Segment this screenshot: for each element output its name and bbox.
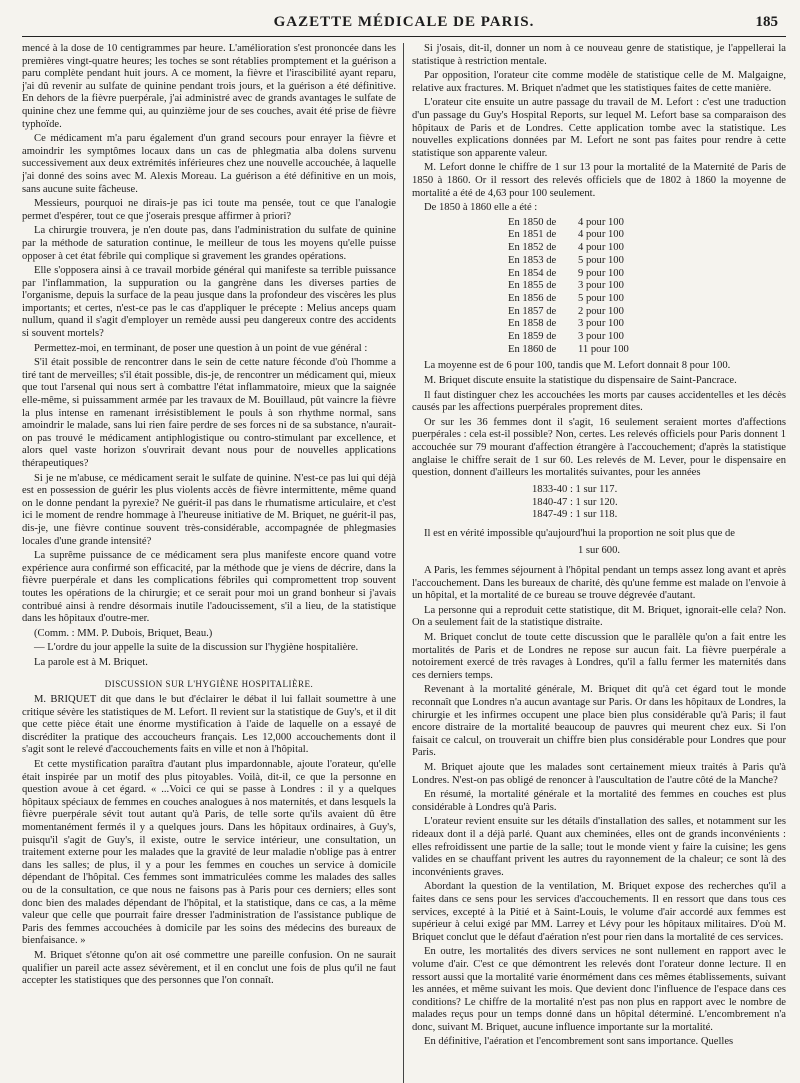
paragraph: Abordant la question de la ventilation, M. Briquet expose des recherches qu'il a faites dans ce sens pour les services d'accouchements. Il en ressort que dans tous ces services, excepté à la Pitié et à Saint-Louis, le volume d'air accordé aux femmes est supérieur à celui exigé par MM. Larrey et Lévy pour les hôpitaux militaires. D'où M. Briquet conclut que le défaut d'aération n'est pour rien dans la mortalité de ces services. [412,881,786,943]
paragraph: Messieurs, pourquoi ne dirais-je pas ici toute ma pensée, tout ce que l'analogie permet d'espérer, tout ce que j'oserais presque affirmer à priori? [22,198,396,222]
paragraph: Par opposition, l'orateur cite comme modèle de statistique celle de M. Malgaigne, relative aux fractures. M. Briquet n'admet que les statistiques faites de cette manière. [412,70,786,94]
paragraph: Si je ne m'abuse, ce médicament serait le sulfate de quinine. N'est-ce pas lui qui déjà est en possession de guérir les plus violents accès de fièvre intermittente, même quand on le donne pendant la pyrexie? Ne guérit-il pas dans le rhumatisme articulaire, et c'est ici le moment de rendre hommage à l'heureuse initiative de M. Briquet, ne guérit-il pas, dis-je, une fièvre continue souvent très-considérable, accompagnée de phlegmasies locales d'une grande intensité? [22,472,396,547]
paragraph: De 1850 à 1860 elle a été : [424,202,538,214]
paragraph: Ce médicament m'a paru également d'un grand secours pour enrayer la fièvre et amoindrir les symptômes locaux dans un cas de phlegmatia alba dolens survenu successivement aux deux extrémités inférieures chez une nouvelle accouchée, à laquelle j'ai donné des soins avec M. Alexis Moreau. La guérison a été définitive en un mois, sans aucune suite fâcheuse. [22,133,396,195]
mortality-table [508,217,786,357]
paragraph: En définitive, l'aération et l'encombrement sont sans importance. Quelles [424,1036,734,1048]
paragraph: M. Briquet conclut de toute cette discussion que le parallèle qu'on a fait entre les mortalités de Paris et de Londres ne repose sur aucun fait. La fièvre puerpérale a notoirement exercé de très ravages à Londres, qu'il a fallu fermer les maternités dans ces derniers temps. [412,632,786,681]
year-cell: En 1852 de [508,242,557,254]
paragraph: La personne qui a reproduit cette statistique, dit M. Briquet, ignorait-elle cela? Non. On a seulement fait de la statistique distraite. [412,604,786,629]
page-header [22,8,786,37]
paragraph: A Paris, les femmes séjournent à l'hôpital pendant un temps assez long avant et après l'accouchement. Dans les bureaux de charité, dès qu'une femme est malade on l'envoie à un hôpital, et la mortalité de ce bureau se trouve dégrevée d'autant. [412,565,786,602]
paragraph: — L'ordre du jour appelle la suite de la discussion sur l'hygiène hospitalière. [34,642,359,654]
year-cell: En 1857 de [508,305,557,317]
paragraph: M. Briquet ajoute que les malades sont certainement mieux traités à Paris qu'à Londres. N'est-on pas obligé de renoncer à l'auscultation de l'autre côté de la Manche? [412,762,786,786]
paragraph: Il faut distinguer chez les accouchées les morts par causes accidentelles et les décès causés par les affections puerpérales proprement dites. [412,389,786,414]
paragraph: En outre, les mortalités des divers services ne sont nullement en rapport avec le volume d'air. C'est ce que démontrent les relevés dont l'orateur donne lecture. Il en ressort aussi que la mortalité varie énormément dans ces mêmes établissements, suivant les années, et même suivant les mois. Que devient donc l'influence de l'espace dans ces conditions? Le chiffre de la mortalité n'est pas non plus en rapport avec le nombre de malades reçus pour un temps donné dans un hôpital déterminé. L'encombrement n'a donc, suivant M. Briquet, aucune influence importante sur la mortalité. [412,946,786,1033]
year-cell: En 1851 de [508,229,557,241]
ratio-line: 1847-49 : 1 sur 118. [532,509,618,521]
paragraph: M. Briquet s'étonne qu'on ait osé commettre une pareille confusion. On ne saurait qualifier un pareil acte assez sévèrement, et il en conclut une fois de plus qu'il ne faut accepter les statistiques que des personnes que l'on connaît. [22,949,396,987]
article-columns [22,43,786,1083]
table-row [508,217,786,230]
paragraph: Et cette mystification paraîtra d'autant plus impardonnable, ajoute l'orateur, qu'elle était inspirée par un motif des plus pitoyables. Voilà, dit-il, ce que la personne en question avoue à cet égard. « ...Voici ce qui se passe à Londres : il y a quelques hôpitaux spéciaux de femmes en couches analogues à nos maternités, et dans lesquels la fièvre puerpérale sévit tout autant qu'à Paris, de telle sorte qu'ils avaient dû être momentanément fermés il y a quelques jours. Dans les hôpitaux ordinaires, à Guy's, puisqu'il s'agit de Guy's, il existe, outre le service intérieur, une consultation, un traitement externe pour les malades que la gravité de leur maladie n'oblige pas à entrer dans les salles; de plus, il y a pour les femmes en couches un service à domicile dépendant de l'hôpital. Ces femmes sont immatriculées comme les malades des salles ou de la consultation, ce que nous ne faisons pas à Paris pour ces derniers; elles sont donc bien des malades dépendant de l'hôpital, et la statistique, dans ce cas, a la même valeur que celle que pourrait faire dresser l'administration de l'assistance publique de Paris des femmes accouchées à domicile par les soins des médecins des bureaux de bienfaisance. » [22,759,396,947]
paragraph: La suprême puissance de ce médicament sera plus manifeste encore quand votre expérience aura confirmé son efficacité, par la méthode que je viens de décrire, dans la fièvre puerpérale et dans les complications fébriles qui compromettent trop souvent toutes les opérations de la chirurgie; et ce serait pour moi un grand bonheur si j'avais contribué ainsi à rendre désormais inutile l'adoucissement, s'il a lieu, de la statistique dans les hôpitaux d'outre-mer. [22,550,396,625]
table-row [508,255,786,268]
table-row [508,229,786,242]
publication-title: GAZETTE MÉDICALE DE PARIS. [273,14,535,30]
year-cell: En 1856 de [508,292,557,304]
table-row [508,242,786,255]
paragraph: Revenant à la mortalité générale, M. Briquet dit qu'à cet égard tout le monde reconnaît que Londres n'a aucun avantage sur Paris. Or dans les hôpitaux de Londres, la chirurgie et les infirmes occupent une place bien plus considérable qu'à Paris; il faut encore distraire de la mortalité beaucoup de pauvres qui meurent chez eux. Si l'on faisait ce calcul, on trouverait un chiffre bien plus considérable pour Londres que pour Paris. [412,684,786,759]
table-row [508,344,786,357]
ratio-line: 1840-47 : 1 sur 120. [532,496,618,508]
page-number: 185 [755,14,778,30]
paragraph: M. Lefort donne le chiffre de 1 sur 13 pour la mortalité de la Maternité de Paris de 1850 à 1860. Or il ressort des relevés officiels que de 1802 à 1860 la moyenne de mortalité a été de 4,63 pour 100 seulement. [412,162,786,199]
paragraph: Il est en vérité impossible qu'aujourd'hui la proportion ne soit plus que de [424,527,735,539]
year-cell: En 1858 de [508,318,557,330]
year-cell: En 1859 de [508,331,557,343]
paragraph: Permettez-moi, en terminant, de poser une question à un point de vue général : [34,342,368,354]
value-cell: 3 pour 100 [578,318,624,330]
value-cell: 3 pour 100 [578,331,624,343]
value-cell: 4 pour 100 [578,242,624,254]
ratio-line: 1833-40 : 1 sur 117. [532,483,618,495]
table-row [508,318,786,331]
paragraph: La chirurgie trouvera, je n'en doute pas, dans l'administration du sulfate de quinine par la méthode de saturation continue, le meilleur de tous les moyens qu'elle puisse opposer à cet état fébrile qui complique si gravement les grandes opérations. [22,225,396,262]
paragraph: S'il était possible de rencontrer dans le sein de cette nature féconde d'où l'homme a tiré tant de merveilles; s'il était possible, dis-je, de rencontrer un médicament qui, mieux que tout l'arsenal qui nous sert à combattre l'état inflammatoire, mieux que la saignée elle-même, si puissamment armée par les travaux de M. Bouillaud, pût vaincre la fièvre la plus intense en ramenant irrésistiblement le pouls à son rhythme normal, sans amoindrir le malade, sans lui rien faire perdre de ses forces ni de sa substance, n'aurait-on pas trouvé le médicament antiphlogistique ou contro-stimulant par excellence, et alors quel vaste horizon s'ouvrirait devant nous pour de nouvelles applications thérapeutiques? [22,357,396,469]
value-cell: 4 pour 100 [578,229,624,241]
paragraph: La moyenne est de 6 pour 100, tandis que M. Lefort donnait 8 pour 100. [424,360,731,372]
paragraph: mencé à la dose de 10 centigrammes par heure. L'amélioration s'est prononcée dans les premières vingt-quatre heures; les toches se sont rétablies promptement et la guérison a paru complète pendant huit jours. A ce moment, la fièvre et l'irascibilité ayant reparu, j'ai dû revenir au sulfate de quinine pendant trois jours, et la guérison a été définitive. En dehors de la fièvre puerpérale, j'ai administré avec de grands avantages le sulfate de quinine chez une femme qui, au quinzième jour de ses couches, avait été prise de fièvre typhoïde. [22,43,396,130]
year-cell: En 1854 de [508,267,557,279]
value-cell: 3 pour 100 [578,280,624,292]
value-cell: 4 pour 100 [578,216,624,228]
paragraph: L'orateur cite ensuite un autre passage du travail de M. Lefort : c'est une traduction d'un passage du Guy's Hospital Reports, sur lequel M. Lefort base sa comparaison des hôpitaux de Paris et de Londres. Cette application tombe avec la statistique. Les nouvelles explications données par M. Lefort ne sont pas faites pour rendre à cette statistique son apparente valeur. [412,97,786,159]
paragraph: Elle s'opposera ainsi à ce travail morbide général qui manifeste sa terrible puissance par l'inflammation, la suppuration ou la gangrène dans les diverses parties de l'organisme, depuis la surface de la peau jusque dans la profondeur des viscères les plus importants; et certes, n'est-ce pas le cas d'appliquer le précepte : Melius anceps quam nullum, quand il s'agit d'employer un remède aussi peu dangereux contre des accidents si souvent mortels? [22,265,396,340]
paragraph: M. BRIQUET dit que dans le but d'éclairer le débat il lui fallait soumettre à une critique sévère les statistiques de M. Lefort. Il revient sur la statistique de Guy's, et il dit que cette pièce était une énorme mystification à l'aide de laquelle on a essayé de discréditer la pratique des accoucheurs français. Les 12,000 accouchements dont il s'agit sont le relevé d'accouchements faits en ville et non à l'hôpital. [22,694,396,756]
year-cell: En 1860 de [508,343,557,355]
ratio-value: 1 sur 600. [577,544,621,556]
value-cell: 5 pour 100 [578,292,624,304]
value-cell: 5 pour 100 [578,254,624,266]
table-row [508,293,786,306]
paragraph: Or sur les 36 femmes dont il s'agit, 16 seulement seraient mortes d'affections puerpérales : cela est-il possible? Non, certes. Les relevés officiels pour Paris donnent 1 accouchée sur 79 mourant d'affection étrangère à l'accouchement; d'après la statistique anglaise le chiffre serait de 1 sur 60. Les relevés de M. Lever, pour le dispensaire en question, donnent d'ailleurs les mortalités suivantes, pour les années [412,416,786,479]
table-row [508,306,786,319]
paragraph: En résumé, la mortalité générale et la mortalité des femmes en couches est plus considérable à Londres qu'à Paris. [412,789,786,813]
table-row [508,331,786,344]
ratio-list [532,484,786,522]
section-heading: DISCUSSION SUR L'HYGIÈNE HOSPITALIÈRE. [104,678,314,689]
paragraph: Si j'osais, dit-il, donner un nom à ce nouveau genre de statistique, je l'appellerai la statistique à restriction mentale. [412,43,786,67]
value-cell: 11 pour 100 [578,343,629,355]
year-cell: En 1853 de [508,254,557,266]
paragraph: M. Briquet discute ensuite la statistique du dispensaire de Saint-Pancrace. [424,375,737,387]
value-cell: 2 pour 100 [578,305,624,317]
value-cell: 9 pour 100 [578,267,624,279]
left-column [22,43,404,1083]
paragraph: La parole est à M. Briquet. [34,656,148,668]
year-cell: En 1850 de [508,216,557,228]
table-row [508,280,786,293]
paragraph: L'orateur revient ensuite sur les détails d'installation des salles, et notamment sur les rideaux dont il a déjà parlé. Quant aux cheminées, elles ont de grands inconvénients : elles refroidissent une partie de la salle; tout le monde vient y faire la cuisine; les gens valides en se chauffant privent les autres du rayonnement de la chaleur; ce sont là des inconvénients graves. [412,816,786,878]
year-cell: En 1855 de [508,280,557,292]
right-column [404,43,786,1083]
table-row [508,268,786,281]
commission-note: (Comm. : MM. P. Dubois, Briquet, Beau.) [34,627,213,639]
